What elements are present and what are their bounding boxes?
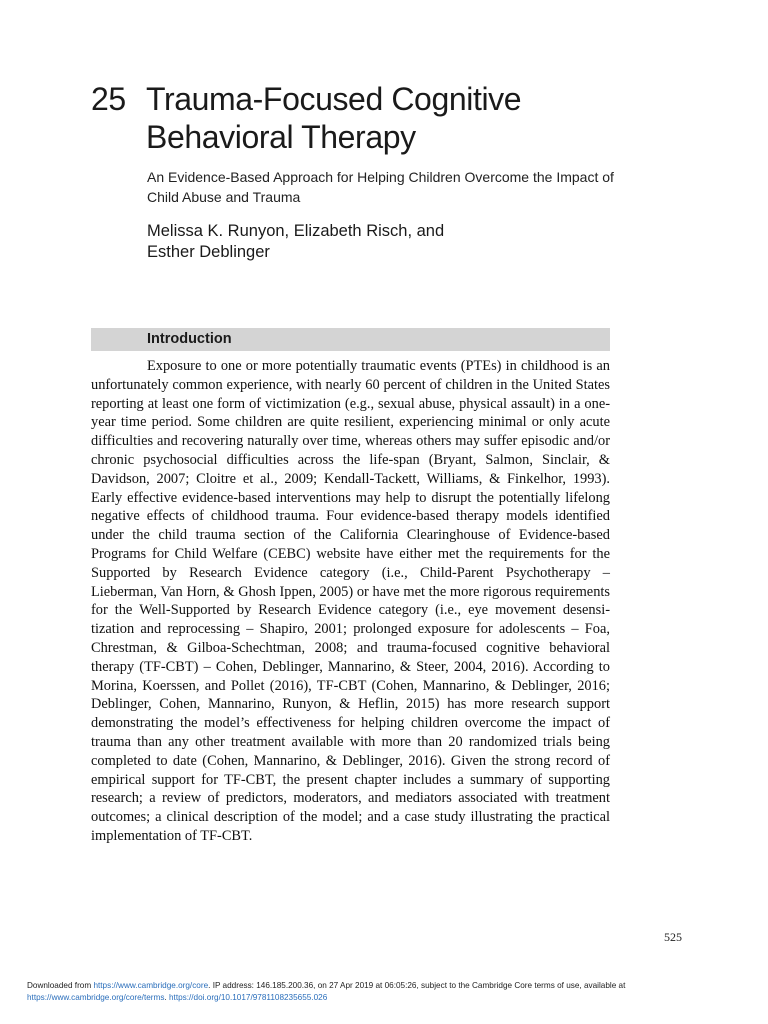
chapter-authors	[147, 221, 617, 263]
footer-separator: .	[164, 993, 169, 1002]
authors-line-1: Melissa K. Runyon, Elizabeth Risch, and	[147, 222, 445, 240]
section-heading-bar	[91, 328, 610, 351]
download-footer	[27, 980, 742, 1004]
footer-middle-text: . IP address: 146.185.200.36, on 27 Apr 2019 at 06:05:26, subject to the Cambridge Core terms of use, available at	[208, 981, 626, 990]
chapter-subtitle: An Evidence-Based Approach for Helping Children Overcome the Impact of Child Abuse and Trauma	[147, 169, 614, 205]
body-text	[91, 357, 610, 846]
terms-link[interactable]: https://www.cambridge.org/core/terms	[27, 993, 165, 1002]
chapter-number: 25	[91, 81, 126, 117]
doi-link[interactable]: https://doi.org/10.1017/9781108235655.026	[168, 993, 328, 1002]
chapter-title-text: Trauma-Focused Cognitive Behavioral Therapy	[146, 81, 522, 155]
page-number: 525	[664, 930, 682, 944]
footer-prefix: Downloaded from	[27, 981, 94, 990]
footer-line-2	[27, 992, 742, 1004]
chapter-title	[91, 80, 651, 156]
intro-paragraph: Exposure to one or more potentially traumatic events (PTEs) in childhood is an unfortunately common experience, with nearly 60 percent of children in the United States reporting at least one form of victimization (e.g., sexual abuse, physical assault) in a one-year time period. Some children are quite resilient, experiencing minimal or only acute difficulties and recovering naturally over time, whereas others may suffer episodic and/or chronic psychosocial difficulties across the life-span (Bryant, Salmon, Sinclair, & Davidson, 2007; Cloitre et al., 2009; Kendall-Tackett, Williams, & Finkelhor, 1993). Early effective evidence-based interventions may help to disrupt the potentially lifelong negative effects of childhood trauma. Four evidence-based therapy models identified under the child trauma section of the California Clearinghouse of Evidence-based Programs for Child Welfare (CEBC) website have either met the requirements for the Supported by Research Evidence category (i.e., Child-Parent Psychotherapy – Lieberman, Van Horn, & Ghosh Ippen, 2005) or have met the more rigorous requirements for the Well-Supported by Research Evidence category (i.e., eye movement desensitization and reprocessing – Shapiro, 2001; prolonged exposure for adolescents – Foa, Chrestman, & Gilboa-Schechtman, 2008; and trauma-focused cognitive behavioral therapy (TF-CBT) – Cohen, Deblinger, Mannarino, & Steer, 2004, 2016). According to Morina, Koerssen, and Pollet (2016), TF-CBT (Cohen, Mannarino, & Deblinger, 2016; Deblinger, Cohen, Mannarino, Runyon, & Heflin, 2015) has more research support demonstrating the model’s effectiveness for helping children overcome the impact of trauma than any other treatment available with more than 20 randomized trials being completed to date (Cohen, Mannarino, & Deblinger, 2016). Given the strong record of empirical support for TF-CBT, the present chapter includes a summary of supporting research; a review of predictors, moderators, and mediators associated with treatment outcomes; a clinical description of the model; and a case study illustrating the practical implementation of TF-CBT.	[91, 358, 610, 844]
footer-line-1	[27, 980, 742, 992]
authors-line-2: Esther Deblinger	[147, 243, 270, 261]
cambridge-core-link[interactable]: https://www.cambridge.org/core	[93, 981, 209, 990]
section-heading: Introduction	[147, 331, 232, 347]
